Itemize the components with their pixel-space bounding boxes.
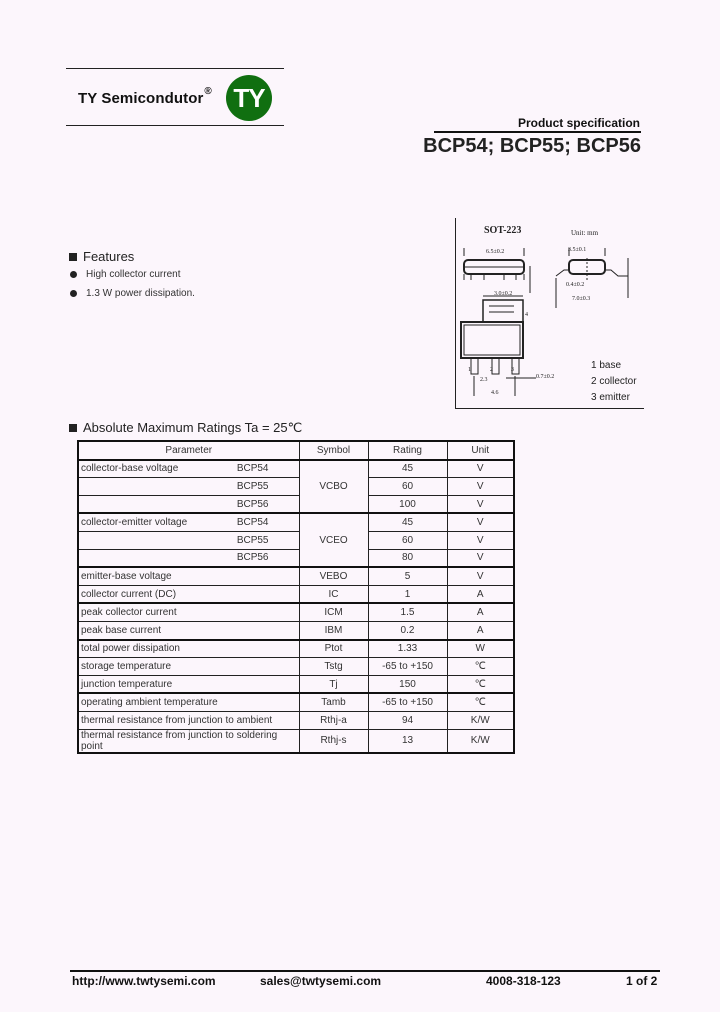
- email-link[interactable]: sales@twtysemi.com: [260, 974, 382, 988]
- unit-cell: V: [447, 513, 514, 531]
- svg-text:2: 2: [490, 367, 493, 373]
- svg-text:0.4±0.2: 0.4±0.2: [566, 282, 585, 288]
- ratings-heading-text: Absolute Maximum Ratings Ta = 25℃: [83, 420, 303, 435]
- rating-cell: 1.33: [368, 640, 447, 658]
- unit-cell: V: [447, 478, 514, 496]
- table-row: [78, 567, 514, 585]
- rating-cell: 1: [368, 585, 447, 603]
- rating-cell: 100: [368, 495, 447, 513]
- svg-text:6.5±0.2: 6.5±0.2: [486, 249, 505, 255]
- doc-type: Product specification: [517, 116, 640, 130]
- rating-cell: 80: [368, 549, 447, 567]
- square-bullet-icon: [69, 424, 77, 432]
- symbol-cell: Ptot: [299, 640, 368, 658]
- company-logo: [226, 75, 272, 121]
- variant-text: BCP56: [236, 552, 269, 564]
- table-row: [78, 531, 514, 549]
- svg-text:0.7±0.2: 0.7±0.2: [536, 374, 555, 380]
- parameter-cell: collector current (DC): [78, 585, 299, 603]
- unit-cell: ℃: [447, 675, 514, 693]
- unit-cell: A: [447, 621, 514, 639]
- variant-text: BCP56: [236, 498, 269, 510]
- table-row: [78, 478, 514, 496]
- unit-cell: K/W: [447, 711, 514, 729]
- symbol-cell: IBM: [299, 621, 368, 639]
- parameter-cell: operating ambient temperature: [78, 693, 299, 711]
- table-row: [78, 711, 514, 729]
- svg-text:3.0±0.2: 3.0±0.2: [494, 291, 513, 297]
- parameter-cell: emitter-base voltage: [78, 567, 299, 585]
- unit-cell: V: [447, 460, 514, 478]
- rating-cell: 94: [368, 711, 447, 729]
- parameter-cell: [78, 549, 299, 567]
- unit-cell: V: [447, 531, 514, 549]
- header-rule-top: [66, 68, 284, 69]
- rating-cell: 45: [368, 513, 447, 531]
- feature-text: 1.3 W power dissipation.: [86, 288, 195, 299]
- rating-cell: 0.2: [368, 621, 447, 639]
- symbol-cell: Rthj-s: [299, 729, 368, 753]
- table-row: [78, 585, 514, 603]
- symbol-cell: VCBO: [299, 460, 368, 514]
- table-row: [78, 549, 514, 567]
- feature-item: [70, 269, 180, 280]
- rating-cell: 13: [368, 729, 447, 753]
- unit-cell: A: [447, 585, 514, 603]
- svg-text:7.0±0.3: 7.0±0.3: [572, 296, 591, 302]
- column-header: Unit: [447, 441, 514, 460]
- unit-cell: K/W: [447, 729, 514, 753]
- parameter-cell: [78, 531, 299, 549]
- svg-text:Unit: mm: Unit: mm: [571, 229, 599, 237]
- parameter-cell: thermal resistance from junction to ambient: [78, 711, 299, 729]
- pin-label-emitter: 3 emitter: [591, 392, 630, 403]
- pin-label-collector: 2 collector: [591, 376, 637, 387]
- parameter-text: collector-emitter voltage: [81, 517, 188, 529]
- variant-text: BCP55: [236, 480, 269, 492]
- parameter-cell: [78, 460, 299, 478]
- package-name: SOT-223: [484, 225, 522, 236]
- parameter-cell: storage temperature: [78, 658, 299, 676]
- logo-text: TY: [233, 82, 265, 113]
- table-row: [78, 621, 514, 639]
- table-row: [78, 640, 514, 658]
- svg-text:3: 3: [511, 367, 514, 373]
- column-header: Parameter: [78, 441, 299, 460]
- square-bullet-icon: [69, 253, 77, 261]
- page-title: BCP54; BCP55; BCP56: [423, 135, 641, 157]
- symbol-cell: IC: [299, 585, 368, 603]
- ratings-heading: [69, 420, 302, 436]
- symbol-cell: ICM: [299, 603, 368, 621]
- svg-text:2.3: 2.3: [480, 377, 488, 383]
- page-number: 1 of 2: [626, 974, 658, 988]
- variant-text: BCP54: [236, 463, 269, 475]
- unit-cell: V: [447, 567, 514, 585]
- parameter-cell: [78, 513, 299, 531]
- column-header: Rating: [368, 441, 447, 460]
- ratings-table: [77, 440, 515, 754]
- features-heading-text: Features: [83, 249, 135, 264]
- parameter-text: collector-base voltage: [81, 463, 179, 475]
- bullet-icon: [70, 271, 77, 278]
- rating-cell: 60: [368, 478, 447, 496]
- variant-text: BCP54: [236, 517, 269, 529]
- unit-cell: W: [447, 640, 514, 658]
- features-heading: [69, 249, 134, 264]
- svg-text:3.5±0.1: 3.5±0.1: [568, 247, 587, 253]
- parameter-cell: peak collector current: [78, 603, 299, 621]
- table-row: [78, 675, 514, 693]
- table-row: [78, 693, 514, 711]
- table-row: [78, 495, 514, 513]
- feature-text: High collector current: [86, 269, 181, 280]
- parameter-cell: [78, 495, 299, 513]
- unit-cell: A: [447, 603, 514, 621]
- parameter-cell: junction temperature: [78, 675, 299, 693]
- rating-cell: 45: [368, 460, 447, 478]
- brand-name: [78, 86, 212, 107]
- parameter-cell: peak base current: [78, 621, 299, 639]
- footer-rule: [70, 970, 660, 972]
- symbol-cell: Tamb: [299, 693, 368, 711]
- brand-text: TY Semicondutor: [78, 90, 204, 107]
- parameter-cell: total power dissipation: [78, 640, 299, 658]
- symbol-cell: Tstg: [299, 658, 368, 676]
- table-row: [78, 658, 514, 676]
- unit-cell: ℃: [447, 693, 514, 711]
- rating-cell: 5: [368, 567, 447, 585]
- title-rule: [434, 131, 641, 133]
- unit-cell: V: [447, 495, 514, 513]
- header-rule-bottom: [66, 125, 284, 126]
- parameter-cell: [78, 478, 299, 496]
- svg-text:1: 1: [468, 367, 471, 373]
- symbol-cell: Rthj-a: [299, 711, 368, 729]
- table-row: [78, 513, 514, 531]
- feature-item: [70, 288, 195, 299]
- table-row: [78, 603, 514, 621]
- table-header-row: [78, 441, 514, 460]
- svg-text:4.6: 4.6: [491, 390, 499, 396]
- variant-text: BCP55: [236, 534, 269, 546]
- svg-text:4: 4: [525, 312, 528, 318]
- parameter-cell: thermal resistance from junction to soldering point: [78, 729, 299, 753]
- phone-number: 4008-318-123: [486, 974, 561, 988]
- package-diagram: [455, 218, 644, 409]
- bullet-icon: [70, 290, 77, 297]
- table-row: [78, 729, 514, 753]
- rating-cell: 60: [368, 531, 447, 549]
- pin-label-base: 1 base: [591, 360, 622, 371]
- rating-cell: -65 to +150: [368, 693, 447, 711]
- table-row: [78, 460, 514, 478]
- rating-cell: 150: [368, 675, 447, 693]
- website-link[interactable]: http://www.twtysemi.com: [72, 974, 216, 988]
- unit-cell: ℃: [447, 658, 514, 676]
- symbol-cell: VCEO: [299, 513, 368, 567]
- unit-cell: V: [447, 549, 514, 567]
- symbol-cell: Tj: [299, 675, 368, 693]
- column-header: Symbol: [299, 441, 368, 460]
- registered-mark: ®: [204, 86, 212, 97]
- rating-cell: -65 to +150: [368, 658, 447, 676]
- symbol-cell: VEBO: [299, 567, 368, 585]
- rating-cell: 1.5: [368, 603, 447, 621]
